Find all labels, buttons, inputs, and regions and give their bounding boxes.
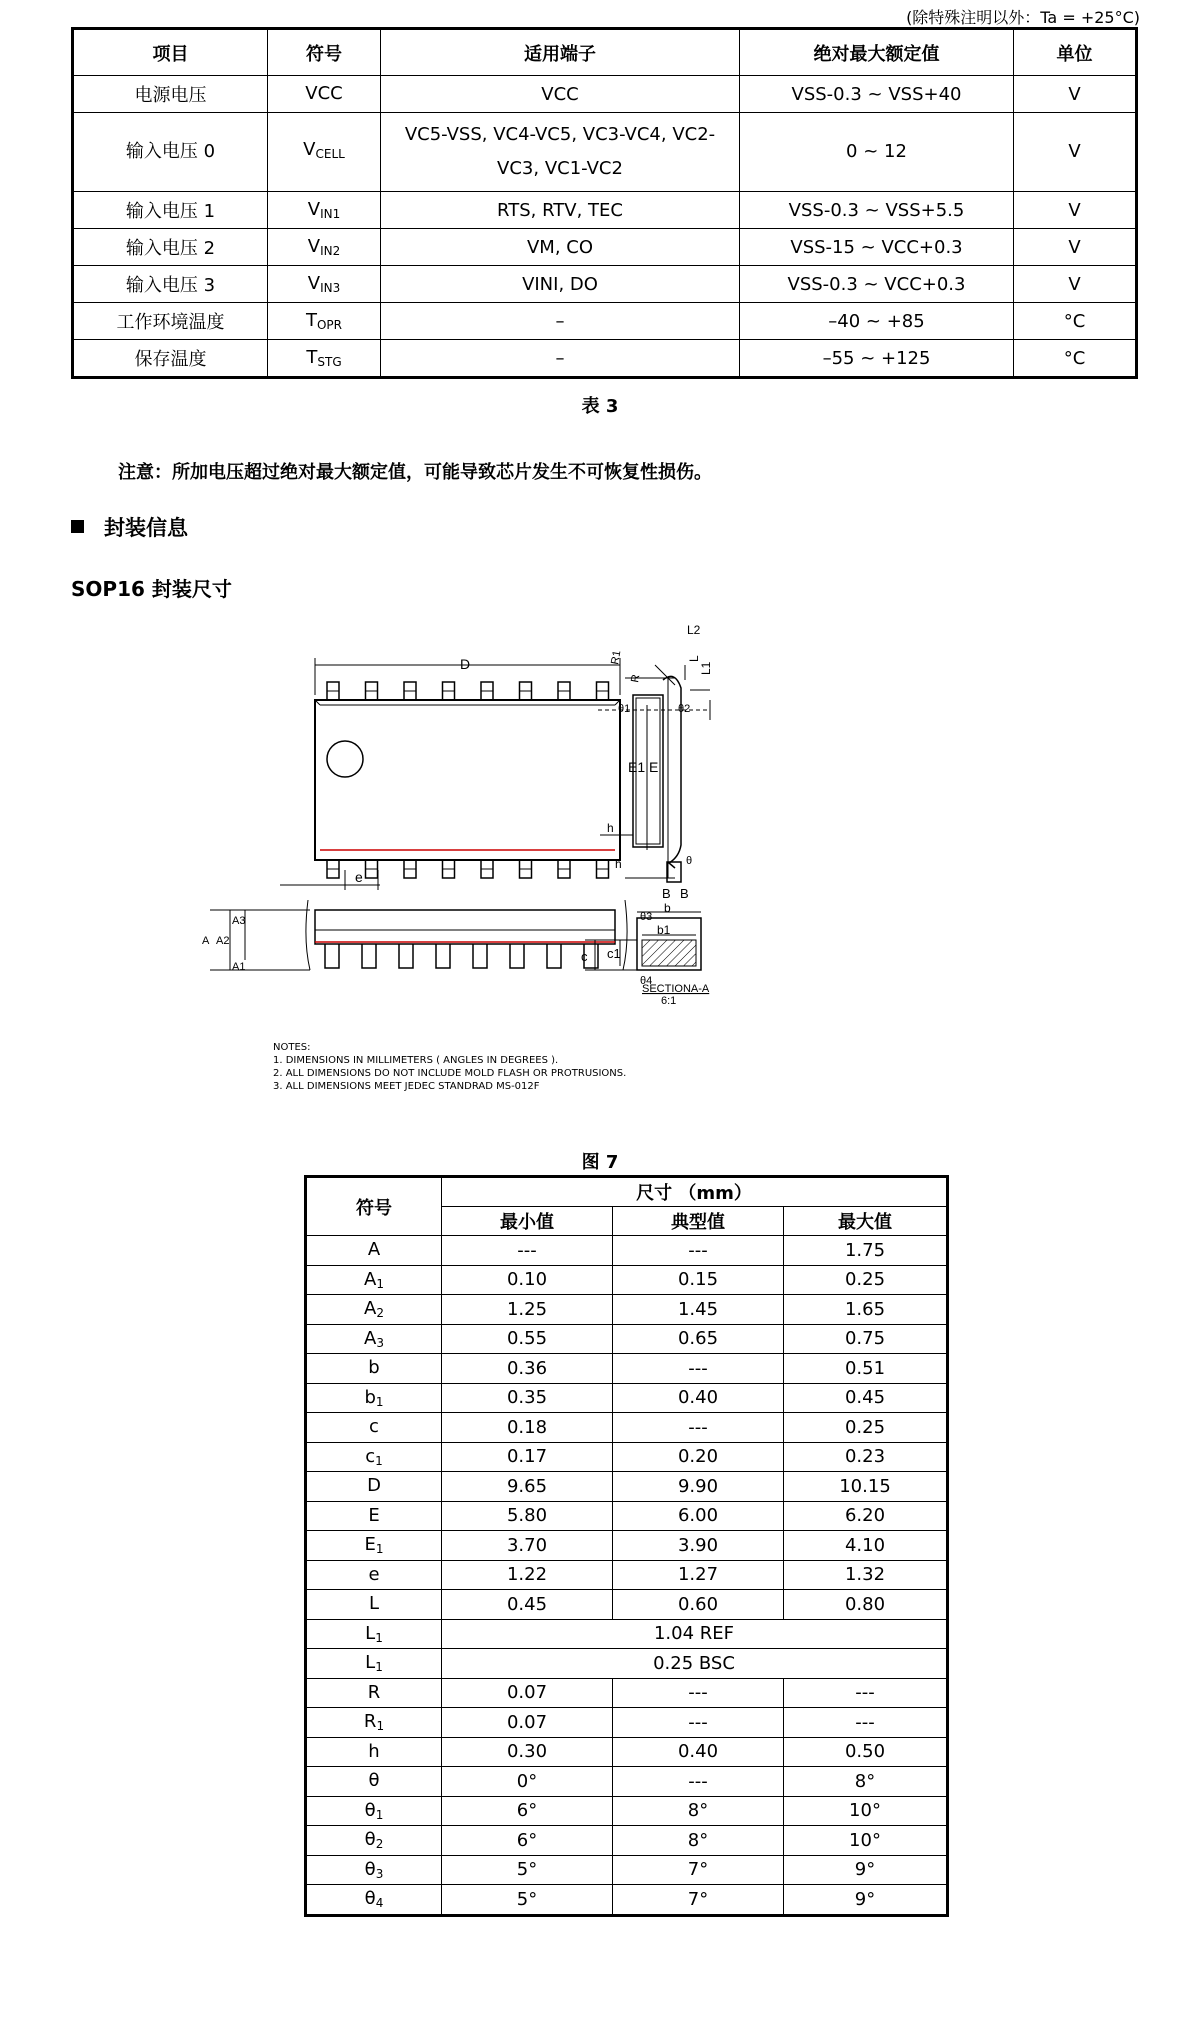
dim-l1-label: L1 bbox=[699, 661, 713, 675]
table-row bbox=[73, 340, 1137, 378]
cell-rating: VSS-0.3 ~ VSS+5.5 bbox=[740, 192, 1014, 229]
header-typ: 典型值 bbox=[613, 1207, 784, 1236]
package-title: SOP16 封装尺寸 bbox=[71, 577, 232, 601]
table-row bbox=[306, 1708, 948, 1738]
cell-max: --- bbox=[784, 1678, 948, 1708]
front-pin bbox=[399, 944, 413, 968]
cell-typ: 7° bbox=[613, 1855, 784, 1885]
cell-min: 9.65 bbox=[442, 1472, 613, 1502]
cell-typ: 1.27 bbox=[613, 1560, 784, 1590]
cell-max: 9° bbox=[784, 1855, 948, 1885]
pin1-marker-icon bbox=[327, 741, 363, 777]
cell-item: 输入电压 3 bbox=[73, 266, 268, 303]
package-drawing bbox=[202, 620, 940, 1040]
table-row bbox=[73, 113, 1137, 192]
cell-rating: –40 ~ +85 bbox=[740, 303, 1014, 340]
cell-item: 输入电压 2 bbox=[73, 229, 268, 266]
dim-theta3-label: θ3 bbox=[640, 911, 653, 923]
cell-symbol: VCC bbox=[268, 76, 381, 113]
cell-symbol: VCELL bbox=[268, 113, 381, 192]
cell-max: 0.23 bbox=[784, 1442, 948, 1472]
drawing-notes bbox=[273, 1041, 626, 1093]
dim-e1-e-label: E1 E bbox=[628, 759, 659, 775]
dim-theta1-label: θ1 bbox=[618, 703, 631, 715]
dim-r-label: R bbox=[629, 673, 643, 684]
scale-label: 6:1 bbox=[661, 995, 677, 1007]
cell-min: 0.45 bbox=[442, 1590, 613, 1620]
dim-d-label: D bbox=[460, 656, 471, 672]
cell-min: 5° bbox=[442, 1885, 613, 1916]
cell-symbol: c bbox=[306, 1413, 442, 1443]
cell-min: 0.30 bbox=[442, 1737, 613, 1767]
condition-note: (除特殊注明以外：Ta = +25°C) bbox=[906, 8, 1140, 27]
table-row bbox=[306, 1295, 948, 1325]
cell-rating: VSS-0.3 ~ VCC+0.3 bbox=[740, 266, 1014, 303]
cell-max: 0.75 bbox=[784, 1324, 948, 1354]
table-row bbox=[306, 1383, 948, 1413]
cell-max: 0.25 bbox=[784, 1265, 948, 1295]
table-row bbox=[306, 1767, 948, 1797]
cell-typ: 9.90 bbox=[613, 1472, 784, 1502]
dim-c1-label: c1 bbox=[607, 946, 621, 961]
cell-min: 0.55 bbox=[442, 1324, 613, 1354]
cell-item: 电源电压 bbox=[73, 76, 268, 113]
note-1: 1. DIMENSIONS IN MILLIMETERS ( ANGLES IN DEGREES ). bbox=[273, 1055, 559, 1066]
cell-unit: V bbox=[1014, 76, 1137, 113]
cell-typ: 0.60 bbox=[613, 1590, 784, 1620]
dim-c-label: c bbox=[581, 949, 588, 964]
cell-rating: 0 ~ 12 bbox=[740, 113, 1014, 192]
front-pin bbox=[547, 944, 561, 968]
header-item: 项目 bbox=[73, 29, 268, 76]
table-row bbox=[73, 303, 1137, 340]
table-row bbox=[306, 1531, 948, 1561]
table-row bbox=[306, 1796, 948, 1826]
cell-typ: 0.40 bbox=[613, 1737, 784, 1767]
cell-typ: --- bbox=[613, 1678, 784, 1708]
dimensions-table bbox=[304, 1175, 949, 1917]
front-pin bbox=[510, 944, 524, 968]
table-row bbox=[73, 192, 1137, 229]
cell-symbol: θ2 bbox=[306, 1826, 442, 1856]
cell-terminal: – bbox=[381, 303, 740, 340]
table-row bbox=[73, 76, 1137, 113]
notes-title: NOTES: bbox=[273, 1042, 311, 1053]
dim-b-section-label: b bbox=[664, 901, 671, 915]
cell-symbol: TSTG bbox=[268, 340, 381, 378]
front-view-pins bbox=[325, 944, 598, 968]
cell-typ: 8° bbox=[613, 1796, 784, 1826]
table-row bbox=[306, 1560, 948, 1590]
dim-b1-label: b1 bbox=[657, 923, 671, 937]
cell-typ: 3.90 bbox=[613, 1531, 784, 1561]
warning-note: 注意：所加电压超过绝对最大额定值，可能导致芯片发生不可恢复性损伤。 bbox=[118, 462, 712, 483]
cell-rating: VSS-0.3 ~ VSS+40 bbox=[740, 76, 1014, 113]
cell-symbol: b bbox=[306, 1354, 442, 1384]
cell-symbol: TOPR bbox=[268, 303, 381, 340]
header-rating: 绝对最大额定值 bbox=[740, 29, 1014, 76]
figure-caption: 图 7 bbox=[581, 1152, 619, 1173]
cell-symbol: E1 bbox=[306, 1531, 442, 1561]
table-row bbox=[306, 1737, 948, 1767]
cell-symbol: c1 bbox=[306, 1442, 442, 1472]
cell-max: 10° bbox=[784, 1826, 948, 1856]
cell-typ: 0.15 bbox=[613, 1265, 784, 1295]
top-view-body bbox=[315, 700, 620, 860]
dim-header-row-1 bbox=[306, 1177, 948, 1207]
cell-typ: 1.45 bbox=[613, 1295, 784, 1325]
dim-l-label: L bbox=[687, 655, 701, 662]
dim-r1-label: R1 bbox=[609, 649, 624, 666]
cell-min: 3.70 bbox=[442, 1531, 613, 1561]
cell-min: 0.35 bbox=[442, 1383, 613, 1413]
top-view-pins bbox=[327, 682, 609, 878]
dim-b-label-2: B bbox=[680, 886, 689, 901]
cell-typ: --- bbox=[613, 1354, 784, 1384]
table-row bbox=[306, 1649, 948, 1679]
cell-item: 工作环境温度 bbox=[73, 303, 268, 340]
cell-span: 0.25 BSC bbox=[442, 1649, 948, 1679]
cell-typ: 8° bbox=[613, 1826, 784, 1856]
cell-symbol: L1 bbox=[306, 1649, 442, 1679]
cell-min: 0.18 bbox=[442, 1413, 613, 1443]
cell-max: 0.45 bbox=[784, 1383, 948, 1413]
cell-symbol: A2 bbox=[306, 1295, 442, 1325]
cell-min: 0.07 bbox=[442, 1678, 613, 1708]
table-row bbox=[306, 1619, 948, 1649]
cell-symbol: VIN1 bbox=[268, 192, 381, 229]
cell-max: 0.51 bbox=[784, 1354, 948, 1384]
cell-symbol: A3 bbox=[306, 1324, 442, 1354]
cell-typ: --- bbox=[613, 1708, 784, 1738]
cell-symbol: A1 bbox=[306, 1265, 442, 1295]
cell-unit: V bbox=[1014, 229, 1137, 266]
cell-max: 4.10 bbox=[784, 1531, 948, 1561]
cell-symbol: θ3 bbox=[306, 1855, 442, 1885]
cell-terminal: VM, CO bbox=[381, 229, 740, 266]
cell-symbol: R bbox=[306, 1678, 442, 1708]
section-heading bbox=[71, 512, 188, 542]
cell-max: 1.32 bbox=[784, 1560, 948, 1590]
front-pin bbox=[436, 944, 450, 968]
header-symbol: 符号 bbox=[268, 29, 381, 76]
cell-max: 1.65 bbox=[784, 1295, 948, 1325]
cell-typ: 0.20 bbox=[613, 1442, 784, 1472]
cell-symbol: D bbox=[306, 1472, 442, 1502]
cell-terminal: VC5-VSS, VC4-VC5, VC3-VC4, VC2- VC3, VC1-VC2 bbox=[381, 113, 740, 192]
cell-symbol: A bbox=[306, 1236, 442, 1266]
cell-min: 5.80 bbox=[442, 1501, 613, 1531]
cell-symbol: E bbox=[306, 1501, 442, 1531]
section-title: 封装信息 bbox=[104, 516, 188, 540]
table-caption: 表 3 bbox=[581, 396, 619, 417]
cell-min: 6° bbox=[442, 1826, 613, 1856]
cell-max: 10.15 bbox=[784, 1472, 948, 1502]
cell-terminal: VCC bbox=[381, 76, 740, 113]
cell-symbol: VIN2 bbox=[268, 229, 381, 266]
cell-min: 1.25 bbox=[442, 1295, 613, 1325]
cell-symbol: VIN3 bbox=[268, 266, 381, 303]
cell-symbol: θ4 bbox=[306, 1885, 442, 1916]
cell-min: 0° bbox=[442, 1767, 613, 1797]
cell-min: 6° bbox=[442, 1796, 613, 1826]
cell-symbol: b1 bbox=[306, 1383, 442, 1413]
cell-max: 0.80 bbox=[784, 1590, 948, 1620]
cell-min: 1.22 bbox=[442, 1560, 613, 1590]
table-row bbox=[306, 1413, 948, 1443]
cell-typ: --- bbox=[613, 1236, 784, 1266]
cell-max: 9° bbox=[784, 1885, 948, 1916]
table-row bbox=[306, 1472, 948, 1502]
bullet-square-icon bbox=[71, 520, 84, 533]
cell-typ: --- bbox=[613, 1413, 784, 1443]
cell-max: 6.20 bbox=[784, 1501, 948, 1531]
cell-typ: 0.65 bbox=[613, 1324, 784, 1354]
cell-symbol: L bbox=[306, 1590, 442, 1620]
header-size: 尺寸 （mm） bbox=[442, 1177, 948, 1207]
table-row bbox=[306, 1826, 948, 1856]
front-pin bbox=[362, 944, 376, 968]
table-row bbox=[306, 1590, 948, 1620]
cell-item: 保存温度 bbox=[73, 340, 268, 378]
cell-symbol: R1 bbox=[306, 1708, 442, 1738]
header-min: 最小值 bbox=[442, 1207, 613, 1236]
cell-min: --- bbox=[442, 1236, 613, 1266]
cell-typ: 7° bbox=[613, 1885, 784, 1916]
table-row bbox=[306, 1442, 948, 1472]
cell-terminal: – bbox=[381, 340, 740, 378]
cell-typ: 0.40 bbox=[613, 1383, 784, 1413]
cell-symbol: L1 bbox=[306, 1619, 442, 1649]
table-row bbox=[306, 1265, 948, 1295]
cell-min: 5° bbox=[442, 1855, 613, 1885]
dim-e-label: e bbox=[355, 869, 363, 885]
front-view-body bbox=[315, 910, 615, 944]
cell-item: 输入电压 1 bbox=[73, 192, 268, 229]
cell-unit: V bbox=[1014, 113, 1137, 192]
cell-symbol: θ1 bbox=[306, 1796, 442, 1826]
dim-a1-label: A1 bbox=[232, 961, 246, 973]
cell-max: 10° bbox=[784, 1796, 948, 1826]
table-row bbox=[306, 1354, 948, 1384]
absolute-max-ratings-table bbox=[71, 27, 1138, 379]
header-unit: 单位 bbox=[1014, 29, 1137, 76]
cell-typ: 6.00 bbox=[613, 1501, 784, 1531]
table-row bbox=[73, 229, 1137, 266]
cell-unit: V bbox=[1014, 192, 1137, 229]
cell-max: --- bbox=[784, 1708, 948, 1738]
table-row bbox=[306, 1855, 948, 1885]
header-terminal: 适用端子 bbox=[381, 29, 740, 76]
cell-rating: –55 ~ +125 bbox=[740, 340, 1014, 378]
cell-max: 1.75 bbox=[784, 1236, 948, 1266]
cell-span: 1.04 REF bbox=[442, 1619, 948, 1649]
front-pin bbox=[325, 944, 339, 968]
table-row bbox=[306, 1324, 948, 1354]
cell-item: 输入电压 0 bbox=[73, 113, 268, 192]
table-row bbox=[306, 1501, 948, 1531]
dim-a2-label: A2 bbox=[216, 935, 230, 947]
cell-rating: VSS-15 ~ VCC+0.3 bbox=[740, 229, 1014, 266]
cell-terminal: RTS, RTV, TEC bbox=[381, 192, 740, 229]
dim-a-label: A bbox=[202, 935, 210, 947]
dim-l2-label: L2 bbox=[687, 623, 701, 637]
cell-min: 0.17 bbox=[442, 1442, 613, 1472]
cell-unit: V bbox=[1014, 266, 1137, 303]
cell-max: 8° bbox=[784, 1767, 948, 1797]
note-3: 3. ALL DIMENSIONS MEET JEDEC STANDRAD MS-012F bbox=[273, 1081, 540, 1092]
table-header-row bbox=[73, 29, 1137, 76]
note-2: 2. ALL DIMENSIONS DO NOT INCLUDE MOLD FLASH OR PROTRUSIONS. bbox=[273, 1068, 627, 1079]
cell-unit: °C bbox=[1014, 303, 1137, 340]
cell-symbol: θ bbox=[306, 1767, 442, 1797]
front-pin bbox=[473, 944, 487, 968]
table-row bbox=[306, 1885, 948, 1916]
table-row bbox=[306, 1678, 948, 1708]
section-label: SECTIONA-A bbox=[642, 983, 710, 995]
dim-theta2-label: θ2 bbox=[678, 703, 691, 715]
header-symbol: 符号 bbox=[306, 1177, 442, 1236]
cell-max: 0.50 bbox=[784, 1737, 948, 1767]
header-max: 最大值 bbox=[784, 1207, 948, 1236]
cell-min: 0.07 bbox=[442, 1708, 613, 1738]
cell-symbol: e bbox=[306, 1560, 442, 1590]
cell-min: 0.36 bbox=[442, 1354, 613, 1384]
dim-a3-label: A3 bbox=[232, 915, 246, 927]
cell-min: 0.10 bbox=[442, 1265, 613, 1295]
dim-h2-label: h bbox=[615, 857, 622, 871]
dim-theta4-label: θ4 bbox=[640, 975, 653, 987]
cell-typ: --- bbox=[613, 1767, 784, 1797]
dim-theta-label: θ bbox=[686, 855, 693, 867]
cell-symbol: h bbox=[306, 1737, 442, 1767]
table-row bbox=[306, 1236, 948, 1266]
dim-h-label: h bbox=[607, 821, 614, 835]
table-row bbox=[73, 266, 1137, 303]
cell-max: 0.25 bbox=[784, 1413, 948, 1443]
dim-b-label-1: B bbox=[662, 886, 671, 901]
cell-terminal: VINI, DO bbox=[381, 266, 740, 303]
cell-unit: °C bbox=[1014, 340, 1137, 378]
